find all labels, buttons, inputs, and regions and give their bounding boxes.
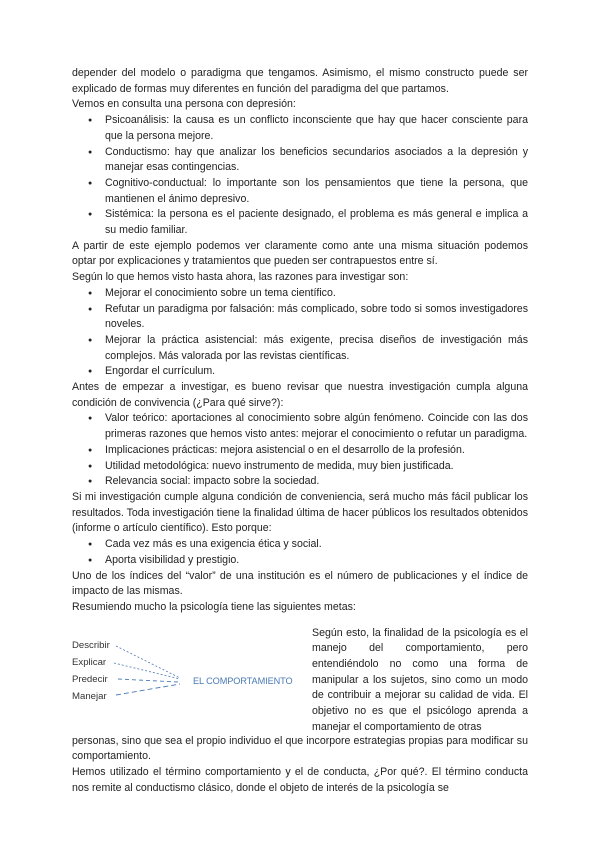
arrow-describir [116,646,180,678]
conditions-list [72,411,528,490]
list-item: ● Utilidad metodológica: nuevo instrumento de medida, muy bien justificada. [72,459,528,475]
list-item: ● Psicoanálisis: la causa es un conflicto inconsciente que hay que hacer consciente para que la persona mejore. [72,113,528,144]
case-intro: Vemos en consulta una persona con depresión: [72,98,296,111]
list-item: ● Mejorar el conocimiento sobre un tema científico. [72,286,528,302]
example-paragraph: A partir de este ejemplo podemos ver claramente como ante una misma situación podemos optar por explicaciones y tratamientos que pueden ser contrapuestos entre sí. [72,239,528,268]
list-item: ● Mejorar la práctica asistencial: más exigente, precisa diseños de investigación más complejos. Más valorada por las revistas científicas. [72,333,528,364]
list-item: ● Sistémica: la persona es el paciente designado, el problema es más general e implica a su medio familiar. [72,207,528,238]
list-item: ● Conductismo: hay que analizar los beneficios secundarios asociados a la depresión y manejar esas contingencias. [72,145,528,176]
list-item: ● Relevancia social: impacto sobre la sociedad. [72,474,528,490]
arrow-predecir [118,679,178,682]
list-item: ● Cada vez más es una exigencia ética y social. [72,537,528,553]
paradigm-list [72,113,528,239]
goal-explicar: Explicar [72,656,107,668]
goal-manejar: Manejar [72,690,107,702]
goal-describir: Describir [72,639,110,651]
goal-predecir: Predecir [72,673,108,685]
figure-side-text: Según esto, la finalidad de la psicología es el manejo del comportamiento, pero entendiéndolo no como una forma de manipular a los sujetos, sino como un modo de contribuir a mejorar su calidad de vida. El objetivo no es que el psicólogo aprenda a manejar el comportamiento de otras [312,626,528,733]
last-paragraph: Hemos utilizado el término comportamiento y el de conducta, ¿Por qué?. El término conducta nos remite al conductismo clásico, donde el objeto de interés de la psicología se [72,766,528,794]
arrow-explicar [114,663,180,679]
goals-intro: Resumiendo mucho la psicología tiene las siguientes metas: [72,600,356,613]
convenience-paragraph: Antes de empezar a investigar, es bueno revisar que nuestra investigación cumpla alguna condición de convivencia (¿Para qué sirve?): [72,381,528,409]
diagram-target: EL COMPORTAMIENTO [193,675,293,686]
list-item: ● Cognitivo-conductual: lo importante son los pensamientos que tiene la persona, que mantienen el ánimo depresivo. [72,176,528,207]
list-item: ● Refutar un paradigma por falsación: más complicado, sobre todo si somos investigadores noveles. [72,302,528,333]
figure-row [72,626,528,734]
intro-paragraph: depender del modelo o paradigma que tengamos. Asimismo, el mismo constructo puede ser explicado de formas muy diferentes en función del paradigma del que partamos. [72,67,528,95]
publish-paragraph: Si mi investigación cumple alguna condición de conveniencia, será mucho más fácil publicar los resultados. Toda investigación tiene la finalidad última de hacer públicos los resultados obtenidos (informe o artículo científico). Esto porque: [72,490,528,535]
after-figure-paragraph: personas, sino que sea el propio individuo el que incorpore estrategias propias para modificar su comportamiento. [72,734,528,763]
arrow-manejar [116,684,180,695]
list-item: ● Engordar el currículum. [72,364,528,380]
reasons-list [72,286,528,380]
list-item: ● Valor teórico: aportaciones al conocimiento sobre algún fenómeno. Coincide con las dos primeras razones que hemos visto antes: mejorar el conocimiento o refutar un paradigma. [72,411,528,442]
goals-diagram [72,626,300,734]
publish-reasons-list [72,537,528,568]
list-item: ● Aporta visibilidad y prestigio. [72,553,528,569]
reasons-intro: Según lo que hemos visto hasta ahora, las razones para investigar son: [72,271,409,284]
list-item: ● Implicaciones prácticas: mejora asistencial o en el desarrollo de la profesión. [72,443,528,459]
document-page [72,66,528,796]
index-paragraph: Uno de los índices del “valor” de una institución es el número de publicaciones y el índice de impacto de las mismas. [72,569,528,598]
